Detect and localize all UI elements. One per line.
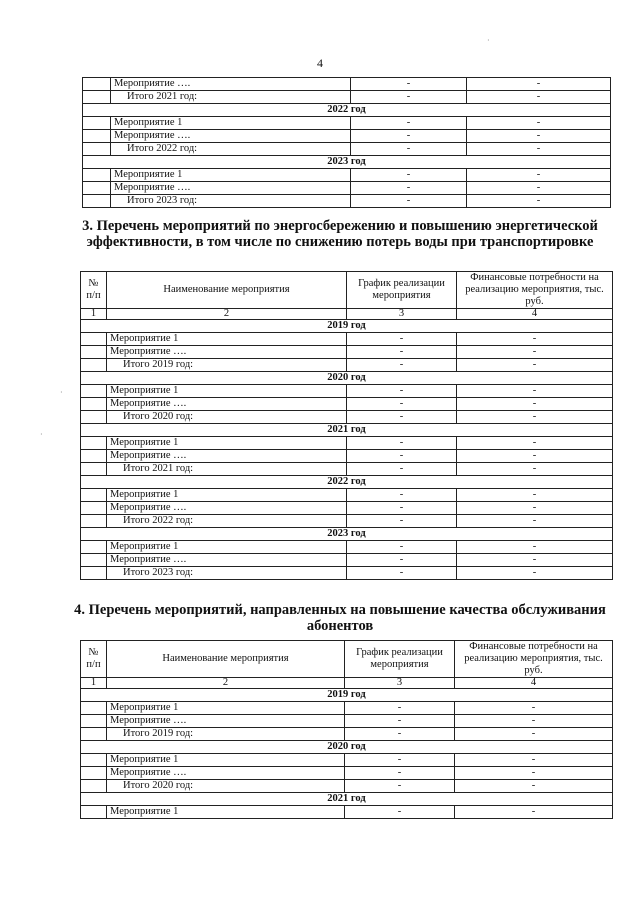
total-label: Итого 2023 год: (107, 567, 347, 580)
schedule-cell: - (351, 195, 467, 208)
section-3-table (80, 271, 613, 580)
schedule-cell: - (345, 806, 455, 819)
table-row (81, 502, 613, 515)
finance-cell: - (467, 78, 611, 91)
table-row (83, 182, 611, 195)
year-row (83, 104, 611, 117)
finance-cell: - (455, 728, 613, 741)
table-header-row (81, 272, 613, 309)
measure-name: Мероприятие …. (107, 502, 347, 515)
measure-name: Мероприятие 1 (107, 806, 345, 819)
num-cell (81, 554, 107, 567)
finance-cell: - (467, 195, 611, 208)
num-cell (83, 117, 111, 130)
finance-cell: - (455, 702, 613, 715)
measure-name: Мероприятие …. (107, 346, 347, 359)
total-label: Итого 2023 год: (111, 195, 351, 208)
section-4-title: 4. Перечень мероприятий, направленных на повышение качества обслуживания абонентов (74, 602, 606, 634)
measure-name: Мероприятие 1 (107, 702, 345, 715)
table-row (81, 398, 613, 411)
scan-speck: · (40, 430, 43, 439)
finance-cell: - (455, 715, 613, 728)
total-row (81, 515, 613, 528)
finance-cell: - (457, 515, 613, 528)
table-row (81, 450, 613, 463)
year-label: 2023 год (81, 528, 613, 541)
header-schedule: График реализации мероприятия (347, 272, 457, 309)
total-row (83, 91, 611, 104)
total-row (83, 195, 611, 208)
num-cell (83, 169, 111, 182)
schedule-cell: - (347, 346, 457, 359)
measure-name: Мероприятие …. (111, 130, 351, 143)
total-row (81, 463, 613, 476)
schedule-cell: - (345, 780, 455, 793)
table-row (81, 754, 613, 767)
num-cell (83, 78, 111, 91)
total-label: Итого 2019 год: (107, 359, 347, 372)
schedule-cell: - (351, 169, 467, 182)
num-cell (81, 333, 107, 346)
year-label: 2019 год (81, 320, 613, 333)
year-row (81, 372, 613, 385)
num-cell (83, 182, 111, 195)
total-row (83, 143, 611, 156)
total-row (81, 728, 613, 741)
year-row (81, 424, 613, 437)
finance-cell: - (467, 143, 611, 156)
schedule-cell: - (347, 567, 457, 580)
schedule-cell: - (345, 715, 455, 728)
col-number-1: 1 (81, 678, 107, 689)
schedule-cell: - (351, 91, 467, 104)
num-cell (81, 398, 107, 411)
year-row (81, 476, 613, 489)
finance-cell: - (457, 398, 613, 411)
total-label: Итого 2022 год: (107, 515, 347, 528)
total-label: Итого 2022 год: (111, 143, 351, 156)
year-row (81, 320, 613, 333)
col-number-2: 2 (107, 309, 347, 320)
table-row (81, 806, 613, 819)
table-row (83, 169, 611, 182)
finance-cell: - (467, 182, 611, 195)
measure-name: Мероприятие …. (111, 182, 351, 195)
finance-cell: - (457, 437, 613, 450)
measure-name: Мероприятие …. (107, 554, 347, 567)
year-label: 2022 год (81, 476, 613, 489)
num-cell (81, 502, 107, 515)
measure-name: Мероприятие 1 (107, 541, 347, 554)
total-label: Итого 2021 год: (111, 91, 351, 104)
measure-name: Мероприятие 1 (107, 333, 347, 346)
header-num: № п/п (81, 641, 107, 678)
num-cell (81, 715, 107, 728)
table-row (81, 767, 613, 780)
year-row (81, 528, 613, 541)
header-finance: Финансовые потребности на реализацию мероприятия, тыс. руб. (457, 272, 613, 309)
schedule-cell: - (351, 117, 467, 130)
continuation-table (82, 77, 611, 208)
table-row (81, 333, 613, 346)
measure-name: Мероприятие …. (107, 715, 345, 728)
table-row (81, 554, 613, 567)
schedule-cell: - (351, 143, 467, 156)
total-row (81, 411, 613, 424)
finance-cell: - (455, 754, 613, 767)
total-label: Итого 2020 год: (107, 411, 347, 424)
schedule-cell: - (351, 130, 467, 143)
finance-cell: - (467, 117, 611, 130)
header-name: Наименование мероприятия (107, 641, 345, 678)
measure-name: Мероприятие 1 (111, 169, 351, 182)
num-cell (81, 767, 107, 780)
schedule-cell: - (347, 463, 457, 476)
year-row (81, 741, 613, 754)
schedule-cell: - (347, 450, 457, 463)
schedule-cell: - (347, 385, 457, 398)
col-number-3: 3 (345, 678, 455, 689)
measure-name: Мероприятие …. (107, 398, 347, 411)
finance-cell: - (457, 411, 613, 424)
num-cell (81, 567, 107, 580)
column-number-row (81, 309, 613, 320)
num-cell (81, 806, 107, 819)
table-row (81, 346, 613, 359)
finance-cell: - (457, 385, 613, 398)
num-cell (81, 489, 107, 502)
year-label: 2020 год (81, 372, 613, 385)
table-row (81, 437, 613, 450)
col-number-3: 3 (347, 309, 457, 320)
year-row (81, 689, 613, 702)
total-row (81, 359, 613, 372)
measure-name: Мероприятие 1 (107, 489, 347, 502)
num-cell (81, 411, 107, 424)
schedule-cell: - (347, 411, 457, 424)
finance-cell: - (467, 91, 611, 104)
schedule-cell: - (347, 333, 457, 346)
header-num: № п/п (81, 272, 107, 309)
num-cell (81, 728, 107, 741)
schedule-cell: - (347, 437, 457, 450)
total-row (81, 567, 613, 580)
year-label: 2020 год (81, 741, 613, 754)
scan-speck: · (60, 388, 63, 397)
col-number-4: 4 (455, 678, 613, 689)
num-cell (81, 515, 107, 528)
schedule-cell: - (351, 182, 467, 195)
num-cell (83, 130, 111, 143)
finance-cell: - (455, 767, 613, 780)
measure-name: Мероприятие …. (107, 450, 347, 463)
num-cell (81, 541, 107, 554)
year-label: 2021 год (81, 793, 613, 806)
table-header-row (81, 641, 613, 678)
measure-name: Мероприятие …. (111, 78, 351, 91)
finance-cell: - (457, 346, 613, 359)
num-cell (83, 91, 111, 104)
num-cell (81, 754, 107, 767)
num-cell (81, 385, 107, 398)
schedule-cell: - (347, 359, 457, 372)
table-row (81, 541, 613, 554)
section-4-table (80, 640, 613, 819)
table-row (81, 489, 613, 502)
num-cell (83, 195, 111, 208)
schedule-cell: - (347, 541, 457, 554)
measure-name: Мероприятие 1 (107, 754, 345, 767)
total-label: Итого 2020 год: (107, 780, 345, 793)
schedule-cell: - (347, 515, 457, 528)
measure-name: Мероприятие 1 (111, 117, 351, 130)
scan-speck: · (487, 36, 490, 45)
schedule-cell: - (345, 702, 455, 715)
finance-cell: - (457, 541, 613, 554)
num-cell (81, 359, 107, 372)
year-label: 2022 год (83, 104, 611, 117)
num-cell (81, 450, 107, 463)
total-label: Итого 2021 год: (107, 463, 347, 476)
finance-cell: - (457, 333, 613, 346)
schedule-cell: - (347, 489, 457, 502)
column-number-row (81, 678, 613, 689)
schedule-cell: - (345, 754, 455, 767)
num-cell (81, 702, 107, 715)
col-number-4: 4 (457, 309, 613, 320)
year-label: 2019 год (81, 689, 613, 702)
table-row (83, 130, 611, 143)
header-finance: Финансовые потребности на реализацию мероприятия, тыс. руб. (455, 641, 613, 678)
col-number-2: 2 (107, 678, 345, 689)
table-row (81, 715, 613, 728)
finance-cell: - (457, 554, 613, 567)
table-row (83, 117, 611, 130)
finance-cell: - (457, 450, 613, 463)
schedule-cell: - (345, 728, 455, 741)
measure-name: Мероприятие …. (107, 767, 345, 780)
finance-cell: - (455, 780, 613, 793)
schedule-cell: - (347, 398, 457, 411)
finance-cell: - (457, 359, 613, 372)
finance-cell: - (455, 806, 613, 819)
finance-cell: - (467, 130, 611, 143)
col-number-1: 1 (81, 309, 107, 320)
num-cell (81, 437, 107, 450)
table-row (83, 78, 611, 91)
table-row (81, 385, 613, 398)
schedule-cell: - (347, 554, 457, 567)
finance-cell: - (457, 489, 613, 502)
finance-cell: - (457, 567, 613, 580)
year-row (81, 793, 613, 806)
num-cell (81, 780, 107, 793)
total-label: Итого 2019 год: (107, 728, 345, 741)
finance-cell: - (457, 502, 613, 515)
year-row (83, 156, 611, 169)
total-row (81, 780, 613, 793)
year-label: 2023 год (83, 156, 611, 169)
header-name: Наименование мероприятия (107, 272, 347, 309)
num-cell (81, 346, 107, 359)
schedule-cell: - (347, 502, 457, 515)
measure-name: Мероприятие 1 (107, 437, 347, 450)
page-number: 4 (317, 56, 323, 70)
year-label: 2021 год (81, 424, 613, 437)
schedule-cell: - (351, 78, 467, 91)
finance-cell: - (467, 169, 611, 182)
table-row (81, 702, 613, 715)
section-3-title: 3. Перечень мероприятий по энергосбережению и повышению энергетической эффективности, в том числе по снижению потерь воды при транспортировке (82, 218, 598, 250)
num-cell (81, 463, 107, 476)
measure-name: Мероприятие 1 (107, 385, 347, 398)
header-schedule: График реализации мероприятия (345, 641, 455, 678)
num-cell (83, 143, 111, 156)
schedule-cell: - (345, 767, 455, 780)
finance-cell: - (457, 463, 613, 476)
